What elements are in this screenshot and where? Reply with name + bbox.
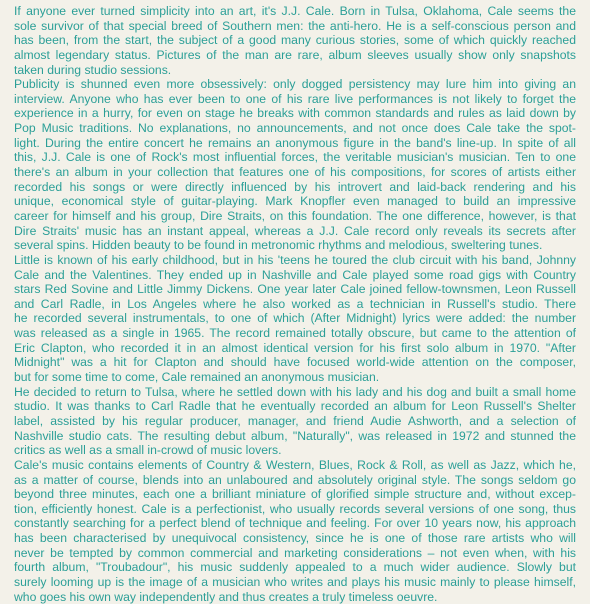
text-line: career for himself and his group, Dire Straits, on this foundation. The one difference, however, is that [14,208,576,223]
text-line: and Carl Radle, in Los Angeles where he also worked as a technician in Russell's studio. There [14,296,576,311]
text-line: label, assisted by his regular producer, manager, and friend Audie Ashworth, and a selection of [14,413,576,428]
text-line: beyond three minutes, each one a brilliant miniature of glorified simple structure and, without excep- [14,487,576,502]
text-line: If anyone ever turned simplicity into an art, it's J.J. Cale. Born in Tulsa, Oklahoma, Cale seems the [14,4,576,18]
text-line: tion, efficiently honest. Cale is a perfectionist, who usually records several versions of one song, thus [14,501,576,516]
text-line: surely looming up is the image of a musician who writes and plays his music mainly to please himself, [14,574,576,589]
paragraph-early-years [14,253,576,385]
text-line: who goes his own way independently and thus creates a truly timeless oeuvre. [14,589,438,604]
text-line: almost legendary status. Pictures of the man are rare, album sleeves usually show only snapshots [14,47,576,62]
paragraph-publicity [14,77,576,253]
text-line: he recorded several instrumentals, to one of which (After Midnight) lyrics were added: the number [14,311,576,326]
text-line: was released as a single in 1965. The record remained totally obscure, but came to the attention of [14,326,576,341]
text-line: stars Red Sovine and Little Jimmy Dickens. One year later Cale joined fellow-townsmen, Leon Russell [14,282,576,297]
text-line: Cale's music contains elements of Country & Western, Blues, Rock & Roll, as well as Jazz, which he, [14,457,576,472]
text-line: Eric Clapton, who recorded it in an almost identical version for his first solo album in 1970. "After [14,340,576,355]
text-line: as a matter of course, blends into an unlaboured and absolutely original style. The songs seldom go [14,472,576,487]
text-line: He decided to return to Tulsa, where he settled down with his lady and his dog and built a small home [14,384,576,399]
text-line: has been characterised by unequivocal consistency, since he is one of those rare artists who will [14,531,576,546]
text-line: Cale and the Valentines. They ended up in Nashville and Cale played some road gigs with Country [14,267,576,282]
text-line: recorded his songs or were directly influenced by his introvert and laid-back rendering and his [14,179,576,194]
paragraph-music-style [14,458,576,604]
text-line: this, J.J. Cale is one of Rock's most influential forces, the veritable musician's musician. Ten to one [14,150,576,165]
text-line: experience in a hurry, for even on stage he breaks with common standards and rules as laid down by [14,106,576,121]
text-line: Publicity is shunned even more obsessively: only dogged persistency may lure him into giving an [14,77,576,92]
text-line: taken during studio sessions. [14,62,172,77]
text-line: but for some time to come, Cale remained an anonymous musician. [14,370,380,385]
text-line: studio. It was thanks to Carl Radle that he eventually recorded an album for Leon Russell's Shelter [14,399,576,414]
text-line: fourth album, "Troubadour", his music suddenly appealed to a much wider audience. Slowly but [14,560,576,575]
text-line: constantly searching for a perfect blend of technique and feeling. For over 10 years now, his approach [14,516,576,531]
paragraph-intro [14,4,576,77]
text-line: interview. Anyone who has ever been to one of his rare live performances is not likely to forget the [14,91,576,106]
paragraph-tulsa [14,385,576,458]
text-line: Pop Music traditions. No explanations, no announcements, and not once does Cale take the spot- [14,121,576,136]
text-line: Midnight" was a hit for Clapton and should have focused world-wide attention on the composer, [14,355,576,370]
text-line: Little is known of his early childhood, but in his 'teens he toured the club circuit with his band, Johnny [14,252,576,267]
text-line: never be tempted by common commercial and marketing considerations – not even when, with his [14,545,576,560]
text-line: Dire Straits' music has an instant appeal, whereas a J.J. Cale record only reveals its secrets after [14,223,576,238]
text-line: Nashville studio cats. The resulting debut album, "Naturally", was released in 1972 and stunned the [14,428,576,443]
text-line: unique, economical style of guitar-playing. Mark Knopfler even managed to build an impressive [14,194,576,209]
text-line: there's an album in your collection that features one of his compositions, for scores of artists either [14,165,576,180]
text-line: has been, from the start, the subject of a good many curious stories, some of which quickly reached [14,33,576,48]
text-line: several spins. Hidden beauty to be found in metronomic rhythms and melodious, sweltering tunes. [14,238,543,253]
text-line: sole survivor of that special breed of Southern men: the anti-hero. He is a self-conscious person and [14,18,576,33]
text-line: critics as well as a small in-crowd of music lovers. [14,443,282,458]
text-line: light. During the entire concert he remains an anonymous figure in the band's line-up. In spite of all [14,135,576,150]
